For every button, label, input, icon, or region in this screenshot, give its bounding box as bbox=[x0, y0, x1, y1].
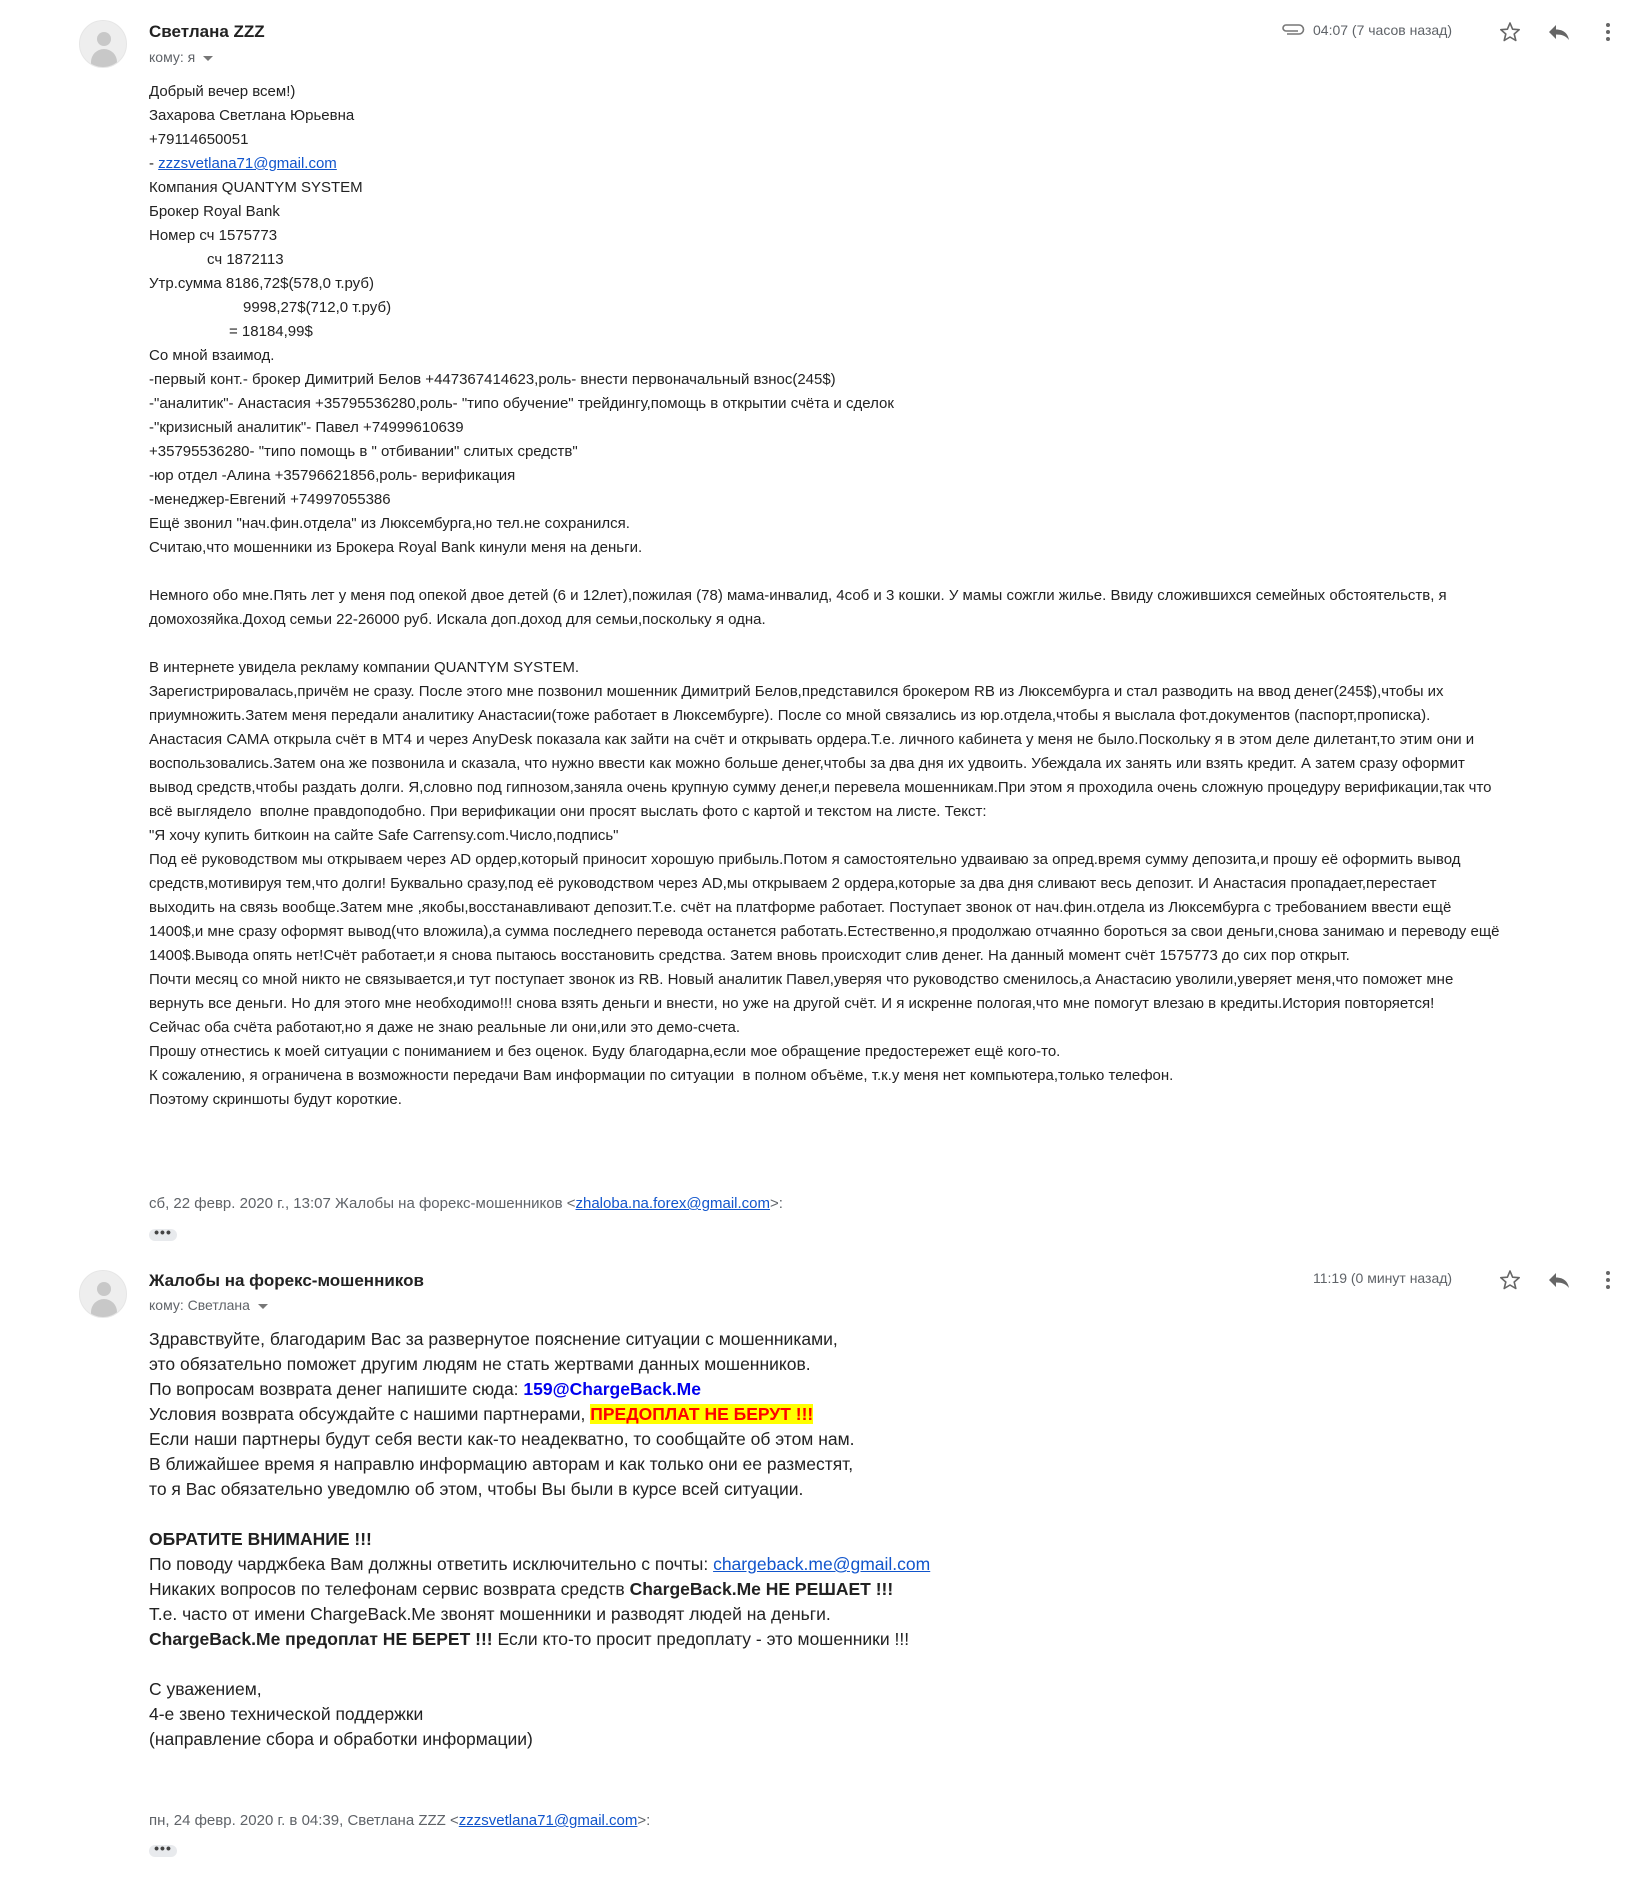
highlighted-warning: ПРЕДОПЛАТ НЕ БЕРУТ !!! bbox=[590, 1404, 814, 1424]
quoted-header bbox=[149, 1195, 783, 1212]
body-line: вернуть все деньги. Но для этого мне необходимо!!! снова взять деньги и внести, но уже на другой счёт. И я искренне пологая,что мне помогут влезаю в кредиты.История повторяется! bbox=[149, 995, 1435, 1012]
star-icon[interactable] bbox=[1498, 1268, 1522, 1292]
body-line bbox=[149, 1377, 1619, 1402]
body-text: По вопросам возврата денег напишите сюда: bbox=[149, 1379, 524, 1399]
recipient-label: кому: Светлана bbox=[149, 1297, 250, 1313]
attention-heading: ОБРАТИТЕ ВНИМАНИЕ !!! bbox=[149, 1529, 372, 1549]
quote-prefix: сб, 22 февр. 2020 г., 13:07 Жалобы на форекс-мошенников < bbox=[149, 1195, 576, 1212]
bold-text: ChargeBack.Me НЕ РЕШАЕТ !!! bbox=[629, 1579, 894, 1599]
body-line: вывод средств,чтобы раздать долги. Я,словно под гипнозом,заняла очень крупную сумму денег,и перевела мошенникам.При этом я проходила очень сложную процедуру верификации,так что bbox=[149, 779, 1492, 796]
body-line: выходить на связь вообще.Затем мне ,якобы,восстанавливают депозит.Т.е. счёт на платформе работает. Поступает звонок от нач.фин.отдела из Люксембурга с требованием ввести ещё bbox=[149, 899, 1452, 916]
body-line: Немного обо мне.Пять лет у меня под опекой двое детей (6 и 12лет),пожилая (78) мама-инвалид, 4соб и 3 кошки. У мамы сожгли жилье. Ввиду сложившихся семейных обстоятельств, я bbox=[149, 587, 1447, 604]
signature-line: С уважением, bbox=[149, 1679, 262, 1699]
email-link[interactable]: zzzsvetlana71@gmail.com bbox=[158, 155, 337, 172]
body-line bbox=[149, 1552, 1619, 1577]
body-line: Под её руководством мы открываем через AD ордер,который приносит хорошую прибыль.Потом я самостоятельно удваиваю за опред.время сумму депозита,и прошу её оформить вывод bbox=[149, 851, 1461, 868]
more-options-icon[interactable] bbox=[1604, 20, 1612, 44]
quote-suffix: >: bbox=[770, 1195, 783, 1212]
body-text: Никаких вопросов по телефонам сервис возврата средств bbox=[149, 1579, 630, 1599]
signature-line: 4-е звено технической поддержки bbox=[149, 1704, 424, 1724]
body-line: Компания QUANTYM SYSTEM bbox=[149, 179, 363, 196]
reply-icon[interactable] bbox=[1546, 1268, 1572, 1292]
blank-line bbox=[149, 1652, 1619, 1677]
body-line: домохозяйка.Доход семьи 22-26000 руб. Искала доп.доход для семьи,поскольку я одна. bbox=[149, 611, 766, 628]
body-line: = 18184,99$ bbox=[229, 323, 313, 340]
quoted-header bbox=[149, 1812, 650, 1829]
body-text: По поводу чарджбека Вам должны ответить исключительно с почты: bbox=[149, 1554, 714, 1574]
body-line: Почти месяц со мной никто не связывается,и тут поступает звонок из RB. Новый аналитик Павел,уверяя что руководство сменилось,а Анастасию уволили,уверяет меня,что поможет мне bbox=[149, 971, 1454, 988]
body-line: Захарова Светлана Юрьевна bbox=[149, 107, 355, 124]
more-options-icon[interactable] bbox=[1604, 1268, 1612, 1292]
quote-prefix: пн, 24 февр. 2020 г. в 04:39, Светлана ZZZ < bbox=[149, 1812, 459, 1829]
body-line: сч 1872113 bbox=[207, 251, 284, 268]
sender-avatar[interactable] bbox=[79, 1270, 127, 1318]
body-line: Добрый вечер всем!) bbox=[149, 83, 296, 100]
body-line: Зарегистрировалась,причём не сразу. После этого мне позвонил мошенник Димитрий Белов,представился брокером RB из Люксембурга и стал разводить на ввод денег(245$),чтобы их bbox=[149, 683, 1444, 700]
body-line: средств,мотивируя тем,что долги! Буквально сразу,под её руководством через AD,мы открываем 2 ордера,которые за два дня сливают весь депозит. И Анастасия пропадает,перестает bbox=[149, 875, 1437, 892]
blank-line bbox=[149, 560, 1619, 584]
body-line: Брокер Royal Bank bbox=[149, 203, 280, 220]
message-time: 04:07 (7 часов назад) bbox=[1313, 22, 1453, 38]
contact-email: 159@ChargeBack.Me bbox=[523, 1379, 701, 1399]
blank-line bbox=[149, 632, 1619, 656]
blank-line bbox=[149, 1502, 1619, 1527]
body-line: В ближайшее время я направлю информацию авторам и как только они ее разместят, bbox=[149, 1454, 854, 1474]
body-line: Номер сч 1575773 bbox=[149, 227, 278, 244]
bold-text: ChargeBack.Me предоплат НЕ БЕРЕТ !!! bbox=[149, 1629, 493, 1649]
body-line: это обязательно поможет другим людям не стать жертвами данных мошенников. bbox=[149, 1354, 811, 1374]
message-time: 11:19 (0 минут назад) bbox=[1313, 1270, 1453, 1286]
quote-email-link[interactable]: zhaloba.na.forex@gmail.com bbox=[575, 1195, 770, 1212]
body-line: Утр.сумма 8186,72$(578,0 т.руб) bbox=[149, 275, 374, 292]
sender-avatar[interactable] bbox=[79, 20, 127, 68]
body-line: К сожалению, я ограничена в возможности передачи Вам информации по ситуации в полном объёме, т.к.у меня нет компьютера,только телефон. bbox=[149, 1067, 1174, 1084]
body-line: Если наши партнеры будут себя вести как-то неадекватно, то сообщайте об этом нам. bbox=[149, 1429, 855, 1449]
sender-name[interactable]: Жалобы на форекс-мошенников bbox=[149, 1271, 424, 1290]
message-body bbox=[149, 1327, 1619, 1752]
body-line: Ещё звонил "нач.фин.отдела" из Люксембурга,но тел.не сохранился. bbox=[149, 515, 630, 532]
recipient-label: кому: я bbox=[149, 49, 196, 65]
chevron-down-icon[interactable] bbox=[258, 1304, 268, 1309]
body-line: воспользовались.Затем она же позвонила и сказала, что нужно ввести как можно больше денег,чтобы за два дня их удвоить. Убеждала их занять или взять кредит. А затем сразу оформит bbox=[149, 755, 1465, 772]
quote-email-link[interactable]: zzzsvetlana71@gmail.com bbox=[458, 1812, 638, 1829]
body-text: Если кто-то просит предоплату - это мошенники !!! bbox=[492, 1629, 910, 1649]
body-line: -первый конт.- брокер Димитрий Белов +447367414623,роль- внести первоначальный взнос(245$) bbox=[149, 371, 836, 388]
body-line: -"кризисный аналитик"- Павел +74999610639 bbox=[149, 419, 464, 436]
attachment-icon bbox=[1281, 22, 1305, 36]
body-line: Прошу отнестись к моей ситуации с пониманием и без оценок. Буду благодарна,если мое обращение предостережет ещё кого-то. bbox=[149, 1043, 1061, 1060]
recipient-details[interactable] bbox=[149, 49, 213, 65]
body-line: 1400$,и мне сразу оформят вывод(что вложила),а сумма последнего перевода останется работать.Естественно,я продолжаю отчаянно бороться за свои деньги,снова занимаю и переводу ещё bbox=[149, 923, 1500, 940]
body-line: Здравствуйте, благодарим Вас за развернутое пояснение ситуации с мошенниками, bbox=[149, 1329, 838, 1349]
message-body bbox=[149, 80, 1619, 1112]
star-icon[interactable] bbox=[1498, 20, 1522, 44]
body-line: Считаю,что мошенники из Брокера Royal Bank кинули меня на деньги. bbox=[149, 539, 643, 556]
recipient-details[interactable] bbox=[149, 1297, 268, 1313]
show-trimmed-content-button[interactable]: ••• bbox=[149, 1845, 177, 1857]
body-line: приумножить.Затем меня передали аналитику Анастасии(тоже работает в Люксембурге). После со мной связались из юр.отдела,чтобы я выслала фот.документов (паспорт,прописка). bbox=[149, 707, 1431, 724]
sender-name[interactable]: Светлана ZZZ bbox=[149, 22, 265, 41]
body-line: Анастасия САМА открыла счёт в МТ4 и через AnyDesk показала как зайти на счёт и открывать ордера.Т.е. личного кабинета у меня не было.Поскольку я в этом деле дилетант,то этим они и bbox=[149, 731, 1475, 748]
body-line bbox=[149, 1402, 1619, 1427]
body-line bbox=[149, 1577, 1619, 1602]
body-line: 9998,27$(712,0 т.руб) bbox=[243, 299, 392, 316]
chevron-down-icon[interactable] bbox=[203, 56, 213, 61]
body-line: +35795536280- "типо помощь в " отбивании" слитых средств" bbox=[149, 443, 578, 460]
body-line: Т.е. часто от имени ChargeBack.Me звонят мошенники и разводят людей на деньги. bbox=[149, 1604, 831, 1624]
reply-icon[interactable] bbox=[1546, 20, 1572, 44]
body-line: - zzzsvetlana71@gmail.com bbox=[149, 155, 337, 172]
body-line: "Я хочу купить биткоин на сайте Safe Carrensy.com.Число,подпись" bbox=[149, 827, 619, 844]
body-line: Сейчас оба счёта работают,но я даже не знаю реальные ли они,или это демо-счета. bbox=[149, 1019, 741, 1036]
signature-line: (направление сбора и обработки информации) bbox=[149, 1729, 533, 1749]
body-line: всё выглядело вполне правдоподобно. При верификации они просят выслать фото с картой и текстом на листе. Текст: bbox=[149, 803, 987, 820]
body-line: Со мной взаимод. bbox=[149, 347, 275, 364]
body-line: -"аналитик"- Анастасия +35795536280,роль- "типо обучение" трейдингу,помощь в открытии счёта и сделок bbox=[149, 395, 894, 412]
email-link[interactable]: chargeback.me@gmail.com bbox=[713, 1554, 931, 1574]
body-line: +79114650051 bbox=[149, 131, 249, 148]
show-trimmed-content-button[interactable]: ••• bbox=[149, 1229, 177, 1241]
quote-suffix: >: bbox=[637, 1812, 651, 1829]
body-line: Поэтому скриншоты будут короткие. bbox=[149, 1091, 402, 1108]
body-line: В интернете увидела рекламу компании QUANTYM SYSTEM. bbox=[149, 659, 579, 676]
body-line: то я Вас обязательно уведомлю об этом, чтобы Вы были в курсе всей ситуации. bbox=[149, 1479, 804, 1499]
body-line bbox=[149, 1627, 1619, 1652]
body-line: 1400$.Вывода опять нет!Счёт работает,и я снова пытаюсь восстановить средства. Затем вновь происходит слив денег. На данный момент счёт 1575773 до сих пор открыт. bbox=[149, 947, 1350, 964]
body-line: -менеджер-Евгений +74997055386 bbox=[149, 491, 391, 508]
body-text: Условия возврата обсуждайте с нашими партнерами, bbox=[149, 1404, 591, 1424]
body-line: -юр отдел -Алина +35796621856,роль- верификация bbox=[149, 467, 516, 484]
